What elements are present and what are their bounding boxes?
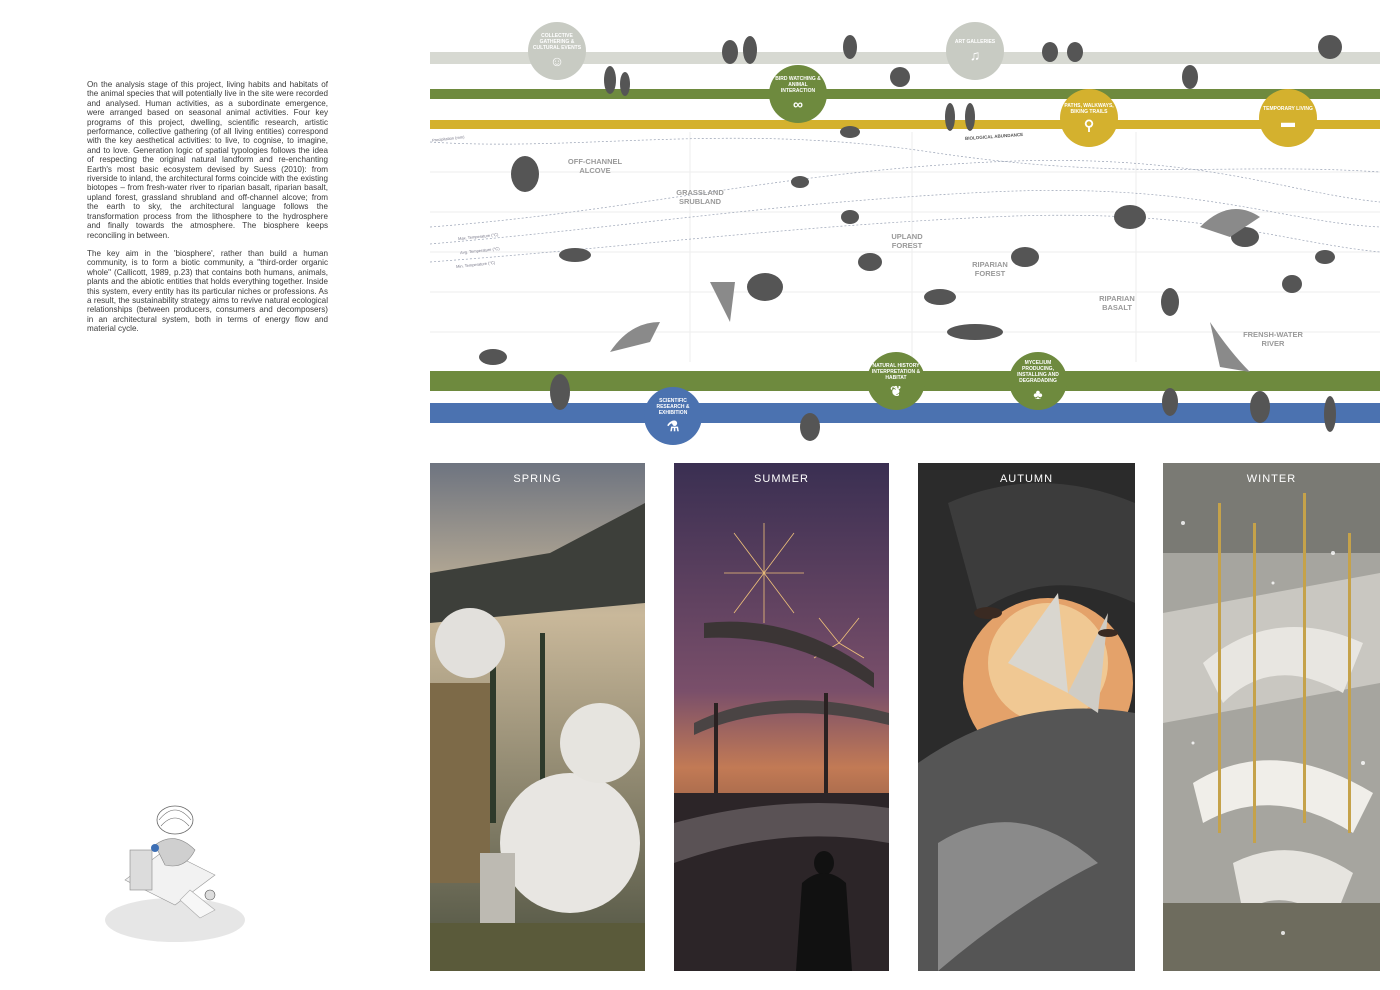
lyre-icon: ♫ xyxy=(969,47,981,63)
binoculars-icon: ∞ xyxy=(793,96,803,112)
min-temp-label: Min. Temperature (°C) xyxy=(455,259,496,270)
ecological-program-diagram xyxy=(430,22,1380,444)
program-art-galleries: ART GALLERIES ♫ xyxy=(946,22,1004,80)
season-title-winter: WINTER xyxy=(1246,473,1297,485)
program-paths-walkways: PATHS, WALKWAYS, BIKING TRAILS ⚲ xyxy=(1060,89,1118,147)
max-temp-label: Max. Temperature (°C) xyxy=(457,231,499,242)
autumn-scene xyxy=(918,463,1135,971)
habitat-fresh-water-river: FRENSH-WATER RIVER xyxy=(1243,330,1303,348)
bed-icon: ▬ xyxy=(1281,114,1295,130)
program-natural-history: NATURAL HISTORY INTERPRETATION & HABITAT ❦ xyxy=(867,352,925,410)
gathering-icon: ☺ xyxy=(549,53,565,69)
season-panel-summer xyxy=(674,463,889,971)
habitat-upland-forest: UPLAND FOREST xyxy=(891,232,923,250)
season-title-autumn: AUTUMN xyxy=(999,473,1054,485)
habitat-riparian-basalt: RIPARIAN BASALT xyxy=(1099,294,1135,312)
program-scientific-research: SCIENTIFIC RESEARCH & EXHIBITION ⚗ xyxy=(644,387,702,445)
leaf-icon: ❦ xyxy=(890,383,902,399)
architectural-model-illustration xyxy=(95,790,255,950)
program-mycelium: MYCELIUM PRODUCING, INSTALLING AND DEGRADADING ♣ xyxy=(1009,352,1067,410)
avg-temp-label: Avg. Temperature (°C) xyxy=(459,245,500,256)
season-panel-winter xyxy=(1163,463,1380,971)
habitat-riparian-forest: RIPARIAN FOREST xyxy=(972,260,1008,278)
season-panel-spring xyxy=(430,463,645,971)
program-bird-watching: BIRD WATCHING & ANIMAL INTERACTION ∞ xyxy=(769,65,827,123)
species-and-people-silhouettes xyxy=(430,22,1380,444)
biological-abundance-label: BIOLOGICAL ABUNDANCE xyxy=(964,131,1024,142)
precipitation-label: Precipitation (mm) xyxy=(431,134,465,143)
description-column xyxy=(87,80,328,343)
paragraph-2: The key aim in the 'biosphere', rather than build a human community, is to form a biotic community, a "third-order organic whole" (Callicott, 1989, p.23) that contains both humans, animals, plants and the abiotic entities that holds everything together. Inside this system, every entity has its particular niches or professions. As a result, the sustainability strategy aims to revive natural ecological relationships (between producers, consumers and decomposers) in an architectural system, both in terms of energy flow and material cycle. xyxy=(87,248,328,334)
season-panel-autumn xyxy=(918,463,1135,971)
habitat-off-channel-alcove: OFF-CHANNEL ALCOVE xyxy=(567,157,623,175)
habitat-grassland: GRASSLAND SRUBLAND xyxy=(676,188,724,206)
bike-icon: ⚲ xyxy=(1083,117,1095,133)
winter-scene xyxy=(1163,463,1380,971)
program-temporary-living: TEMPORARY LIVING ▬ xyxy=(1259,89,1317,147)
paragraph-1: On the analysis stage of this project, living habits and habitats of the animal species that will potentially live in the site were recorded and analysed. Human activities, as a subordinate emergence, were arranged based on seasonal animal activities. Four key programs of this project, dwelling, scientific research, artistic performance, collective gathering (of all living entities) correspond with the key aesthetical activities: to live, to cognise, to imagine, and to love. Generation logic of spatial typologies follows the idea of respecting the original natural landform and re-enchanting Earth's most basic ecosystem devised by Suess (2010): from riverside to inland, the architectural forms coincide with the existing biotopes – from fresh-water river to riparian basalt, riparian basalt, upland forest, grassland shrubland and off-channel alcove; from the earth to sky, the architectural language follows the transformation process from the lithosphere to the hydrosphere and finally towards the atmosphere. The biosphere keeps reconciling in between. xyxy=(87,80,328,240)
microscope-icon: ⚗ xyxy=(666,418,680,434)
mushroom-icon: ♣ xyxy=(1033,386,1043,402)
season-title-spring: SPRING xyxy=(513,473,562,485)
spring-scene xyxy=(430,463,645,971)
season-title-summer: SUMMER xyxy=(754,473,809,485)
summer-scene xyxy=(674,463,889,971)
program-collective-gathering: COLLECTIVE GATHERING & CULTURAL EVENTS ☺ xyxy=(528,22,586,80)
